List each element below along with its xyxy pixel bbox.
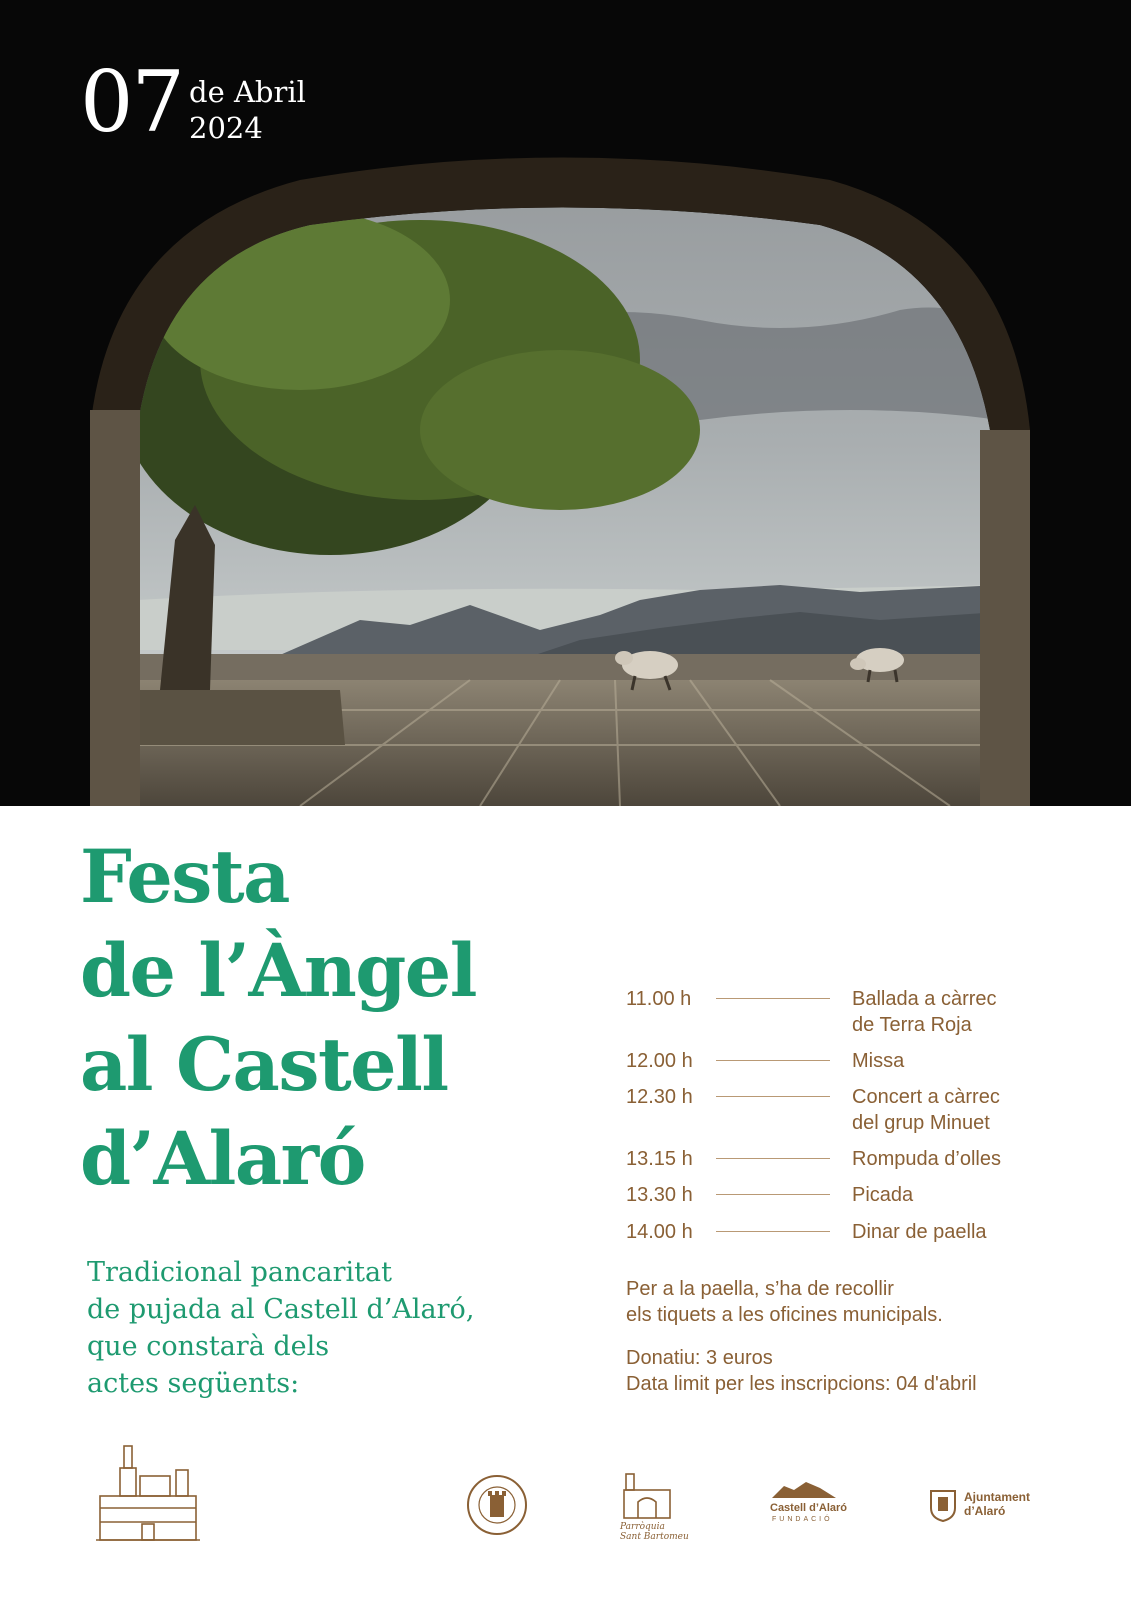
event-line: de Terra Roja bbox=[852, 1014, 972, 1036]
schedule-time: 13.15 h bbox=[626, 1148, 693, 1170]
fundacio-label: FUNDACIÓ bbox=[772, 1516, 833, 1523]
schedule-item bbox=[626, 1182, 1096, 1219]
date-month-year bbox=[189, 74, 306, 146]
schedule-divider bbox=[716, 1158, 830, 1159]
donation-note: Donatiu: 3 euros bbox=[626, 1347, 773, 1369]
event-line: Rompuda d’olles bbox=[852, 1148, 1001, 1170]
title-line-2: de l’Àngel bbox=[80, 928, 476, 1014]
castle-hill-icon bbox=[770, 1480, 838, 1500]
parroquia-label-line: Sant Bartomeu bbox=[620, 1532, 689, 1542]
voluntaris-castell-logo bbox=[466, 1474, 528, 1536]
schedule-event bbox=[852, 1146, 1096, 1172]
date-year: 2024 bbox=[189, 111, 263, 145]
schedule-divider bbox=[716, 1194, 830, 1195]
event-intro bbox=[87, 1254, 507, 1402]
seal-icon bbox=[466, 1474, 528, 1536]
paella-note-line-2: els tiquets a les oficines municipals. bbox=[626, 1304, 943, 1326]
parroquia-logo bbox=[620, 1470, 689, 1542]
intro-line-2: de pujada al Castell d’Alaró, bbox=[87, 1294, 475, 1325]
ajuntament-label-line: d’Alaró bbox=[964, 1504, 1006, 1518]
date-month: de Abril bbox=[189, 75, 306, 109]
castell-alaro-fundacio-logo bbox=[770, 1480, 848, 1523]
ajuntament-label-line: Ajuntament bbox=[964, 1490, 1030, 1504]
schedule-time: 14.00 h bbox=[626, 1221, 693, 1243]
schedule-time: 13.30 h bbox=[626, 1184, 693, 1206]
schedule-event bbox=[852, 986, 1096, 1038]
event-notes bbox=[626, 1276, 1096, 1397]
intro-line-4: actes següents: bbox=[87, 1368, 300, 1399]
event-line: Ballada a càrrec bbox=[852, 988, 997, 1010]
church-icon bbox=[96, 1442, 200, 1544]
parroquia-label-line: Parròquia bbox=[620, 1522, 665, 1532]
title-line-4: d’Alaró bbox=[80, 1116, 365, 1202]
schedule-divider bbox=[716, 1096, 830, 1097]
event-line: Picada bbox=[852, 1184, 914, 1206]
ajuntament-alaro-logo bbox=[928, 1488, 1030, 1522]
schedule-event bbox=[852, 1182, 1096, 1208]
schedule-event bbox=[852, 1219, 1096, 1245]
schedule-list bbox=[626, 986, 1096, 1249]
title-line-3: al Castell bbox=[80, 1022, 448, 1108]
castell-name: Castell d’Alaró bbox=[770, 1502, 848, 1514]
schedule-divider bbox=[716, 1060, 830, 1061]
event-line: Missa bbox=[852, 1050, 905, 1072]
intro-line-3: que constarà dels bbox=[87, 1331, 330, 1362]
ajuntament-label bbox=[964, 1490, 1030, 1518]
schedule-item bbox=[626, 986, 1096, 1048]
event-line: Concert a càrrec bbox=[852, 1086, 1000, 1108]
event-line: Dinar de paella bbox=[852, 1221, 987, 1243]
schedule-event bbox=[852, 1048, 1096, 1074]
schedule-item bbox=[626, 1219, 1096, 1249]
schedule-item bbox=[626, 1084, 1096, 1146]
schedule-divider bbox=[716, 998, 830, 999]
paella-note-line-1: Per a la paella, s’ha de recollir bbox=[626, 1278, 894, 1300]
parroquia-label bbox=[620, 1522, 689, 1542]
event-line: del grup Minuet bbox=[852, 1112, 990, 1134]
schedule-divider bbox=[716, 1231, 830, 1232]
title-line-1: Festa bbox=[80, 834, 289, 920]
schedule-time: 12.30 h bbox=[626, 1086, 693, 1108]
parish-building-icon bbox=[620, 1470, 676, 1520]
deadline-note: Data limit per les inscripcions: 04 d'abril bbox=[626, 1373, 977, 1395]
date-day: 07 bbox=[80, 53, 183, 151]
event-title bbox=[80, 830, 580, 1206]
schedule-item bbox=[626, 1146, 1096, 1182]
schedule-event bbox=[852, 1084, 1096, 1136]
intro-line-1: Tradicional pancaritat bbox=[87, 1257, 392, 1288]
schedule-item bbox=[626, 1048, 1096, 1084]
church-illustration-logo bbox=[96, 1442, 200, 1544]
schedule-time: 12.00 h bbox=[626, 1050, 693, 1072]
coat-of-arms-icon bbox=[928, 1488, 958, 1522]
schedule-time: 11.00 h bbox=[626, 988, 692, 1010]
